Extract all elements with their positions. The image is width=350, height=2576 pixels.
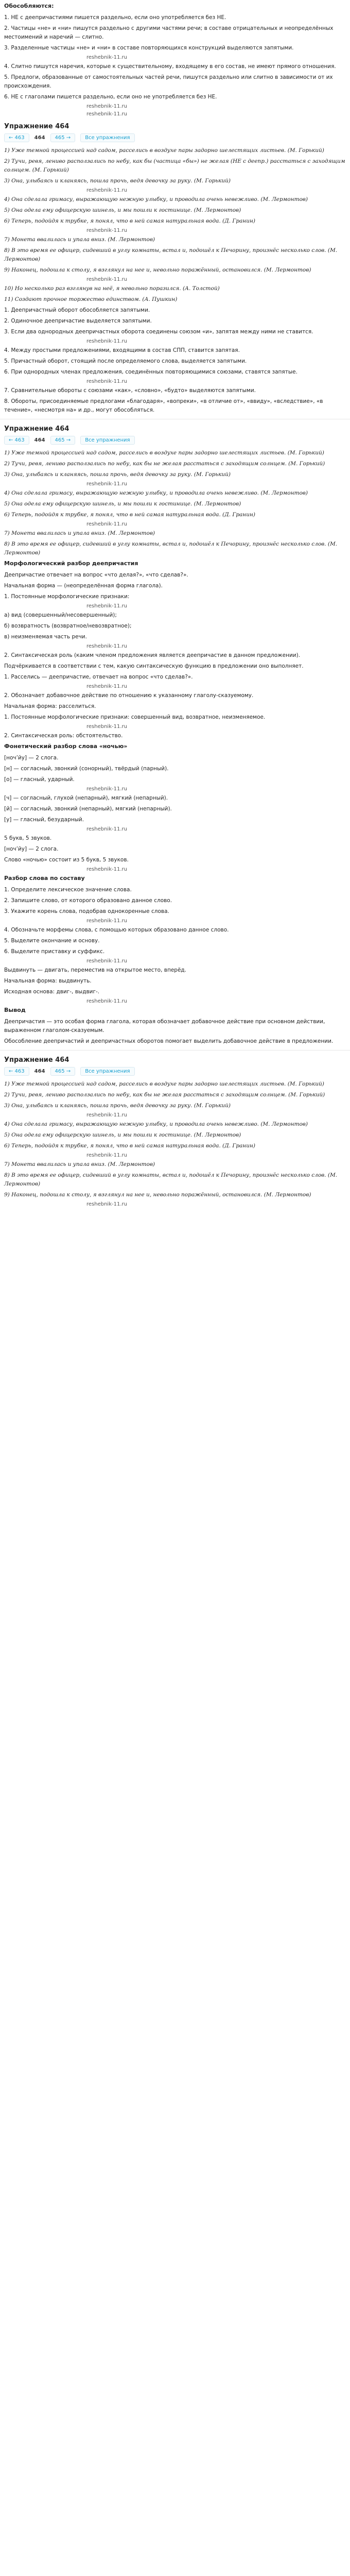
text-line: б) возвратность (возвратное/невозвратное); xyxy=(4,623,132,629)
watermark: reshebnik-11.ru xyxy=(86,603,127,609)
exercise-title-final: Упражнение 464 xyxy=(4,1056,69,1064)
text-line: 6. НЕ с глаголами пишется раздельно, если оно не употребляется без НЕ. xyxy=(4,94,217,100)
text-line: 1) Уже темной процессией над садом, расселись в воздухе пары задорно шелестящих листьев. (М. Горький) xyxy=(4,450,324,456)
text-line: 2. Синтаксическая роль: обстоятельство. xyxy=(4,733,123,739)
text-line: 4. Между простыми предложениями, входящими в состав СПП, ставится запятая. xyxy=(4,347,240,353)
watermark: reshebnik-11.ru xyxy=(86,958,127,964)
text-line: 6) Теперь, подойдя к трубке, я понял, что в ней самая натуральная вода. (Д. Гранин) xyxy=(4,1143,255,1149)
text-line: 9) Наконец, подошла к столу, я взглянул на нее и, невольно поражённый, остановился. (М. Лермонтов) xyxy=(4,1192,311,1198)
text-line: Начальная форма — (неопределённая форма глагола). xyxy=(4,583,163,589)
text-line: 9) Наконец, подошла к столу, я взглянул на нее и, невольно поражённый, остановился. (М. Лермонтов) xyxy=(4,267,311,273)
text-line: Деепричастие отвечает на вопрос «что делая?», «что сделав?». xyxy=(4,572,188,578)
watermark: reshebnik-11.ru xyxy=(86,277,127,282)
morph-section xyxy=(0,560,350,740)
next-button[interactable]: 465 → xyxy=(50,133,76,142)
text-line: Исходная основа: двиг-, выдвиг-. xyxy=(4,989,100,995)
all-exercises-link[interactable]: Все упражнения xyxy=(80,133,134,142)
analysis-section xyxy=(0,306,350,415)
watermark: reshebnik-11.ru xyxy=(86,521,127,527)
text-line: 7. Сравнительные обороты с союзами «как», «словно», «будто» выделяются запятыми. xyxy=(4,387,256,394)
prev-button[interactable]: ← 463 xyxy=(4,436,29,445)
text-line: 1. Постоянные морфологические признаки: xyxy=(4,594,130,600)
text-line: [у] — гласный, безударный. xyxy=(4,817,84,823)
watermark: reshebnik-11.ru xyxy=(86,786,127,792)
watermark: reshebnik-11.ru xyxy=(86,111,127,117)
rules-section xyxy=(0,2,350,117)
text-line: 1. Определите лексическое значение слова. xyxy=(4,887,132,893)
word-title: Разбор слова по составу xyxy=(4,875,85,882)
text-line: 1. Постоянные морфологические признаки: совершенный вид, возвратное, неизменяемое. xyxy=(4,714,266,720)
text-line: в) неизменяемая часть речи. xyxy=(4,634,87,640)
text-line: [ч] — согласный, глухой (непарный), мягкий (непарный). xyxy=(4,795,168,801)
text-line: Обособление деепричастий и деепричастных оборотов помогает выделить добавочное действие в предложении. xyxy=(4,1038,334,1044)
text-line: 2) Тучи, ревя, лениво расползались по небу, как бы не желая расстаться с заходящим солнцем. (М. Горький) xyxy=(4,1092,325,1098)
text-line: 6. При однородных членах предложения, соединённых повторяющимися союзами, ставятся запятые. xyxy=(4,369,297,375)
text-line: 1) Уже темной процессией над садом, расселись в воздухе пары задорно шелестящих листьев. (М. Горький) xyxy=(4,1081,324,1087)
text-line: 1) Уже темной процессией над садом, расселись в воздухе пары задорно шелестящих листьев. (М. Горький) xyxy=(4,147,324,154)
text-line: 5. Причастный оборот, стоящий после определяемого слова, выделяется запятыми. xyxy=(4,358,247,364)
text-line: 7) Монета ввалилась и упала вниз. (М. Лермонтов) xyxy=(4,236,155,243)
text-line: Начальная форма: расселиться. xyxy=(4,703,96,709)
text-line: 5) Она одела ему офицерскую шинель, и мы пошли к гостинице. (М. Лермонтов) xyxy=(4,207,241,213)
text-line: 1. Деепричастный оборот обособляется запятыми. xyxy=(4,307,150,313)
watermark: reshebnik-11.ru xyxy=(86,1153,127,1158)
text-line: 3. Если два однородных деепричастных оборота соединены союзом «и», запятая между ними не ставится. xyxy=(4,329,313,335)
text-line: 8. Обороты, присоединяемые предлогами «благодаря», «вопреки», «в отличие от», «ввиду», «вследствие», «в течение», «несмотря на» и др., могут обособляться. xyxy=(4,398,323,413)
all-exercises-link[interactable]: Все упражнения xyxy=(80,1067,134,1076)
rules-title: Обособляются: xyxy=(4,3,54,9)
conclusion-section xyxy=(0,1006,350,1046)
current-exercise: 464 xyxy=(34,1069,45,1074)
text-line: 11) Создают прочное торжество единством. (А. Пушкин) xyxy=(4,296,178,302)
text-line: 2. Обозначает добавочное действие по отношению к указанному глаголу-сказуемому. xyxy=(4,692,254,699)
watermark: reshebnik-11.ru xyxy=(86,1201,127,1207)
text-line: 6) Теперь, подойдя к трубке, я понял, что в ней самая натуральная вода. (Д. Гранин) xyxy=(4,512,255,518)
watermark: reshebnik-11.ru xyxy=(86,998,127,1004)
text-line: [о] — гласный, ударный. xyxy=(4,776,75,783)
watermark: reshebnik-11.ru xyxy=(86,1112,127,1118)
rules-lines xyxy=(4,13,346,109)
text-line: 2. Синтаксическая роль (каким членом предложения является деепричастие в данном предложении). xyxy=(4,652,301,658)
text-line: 4. Слитно пишутся наречия, которые к существительному, входящему в его состав, не имеют прямого отношения. xyxy=(4,63,336,70)
morph-title: Морфологический разбор деепричастия xyxy=(4,560,138,567)
word-section xyxy=(0,874,350,1004)
text-line: 6. Выделите приставку и суффикс. xyxy=(4,948,105,955)
text-line: [й] — согласный, звонкий (непарный), мягкий (непарный). xyxy=(4,806,172,812)
watermark: reshebnik-11.ru xyxy=(86,724,127,730)
text-line: 7) Монета ввалилась и упала вниз. (М. Лермонтов) xyxy=(4,530,155,536)
text-line: 10) Но несколько раз взглянув на неё, я невольно поразился. (А. Толстой) xyxy=(4,285,220,292)
watermark: reshebnik-11.ru xyxy=(86,55,127,60)
prev-button[interactable]: ← 463 xyxy=(4,1067,29,1076)
next-button[interactable]: 465 → xyxy=(50,1067,76,1076)
watermark: reshebnik-11.ru xyxy=(86,104,127,109)
text-line: 1. НЕ с деепричастиями пишется раздельно, если оно употребляется без НЕ. xyxy=(4,14,226,21)
text-line: 5. Выделите окончание и основу. xyxy=(4,938,100,944)
watermark: reshebnik-11.ru xyxy=(86,228,127,233)
text-line: 6) Теперь, подойдя к трубке, я понял, что в ней самая натуральная вода. (Д. Гранин) xyxy=(4,218,255,224)
text-line: а) вид (совершенный/несовершенный); xyxy=(4,612,117,618)
text-line: [н] — согласный, звонкий (сонорный), твёрдый (парный). xyxy=(4,766,169,772)
word-lines xyxy=(4,886,346,1004)
text-line: 5 букв, 5 звуков. xyxy=(4,835,52,841)
exercise-title: Упражнение 464 xyxy=(4,123,69,130)
text-line: 4) Она сделала гримасу, выражающую нежную улыбку, и проводила очень невежливо. (М. Лермонтов) xyxy=(4,1121,308,1127)
exercise-header xyxy=(0,122,350,142)
text-line: 3) Она, улыбаясь и кланяясь, пошла прочь, ведя девочку за руку. (М. Горький) xyxy=(4,178,231,184)
text-line: 4) Она сделала гримасу, выражающую нежную улыбку, и проводила очень невежливо. (М. Лермонтов) xyxy=(4,196,308,202)
text-line: [ночʼйу] — 2 слога. xyxy=(4,755,59,761)
repeat-section xyxy=(0,449,350,557)
text-line: 3. Разделенные частицы «не» и «ни» в составе повторяющихся конструкций выделяются запятыми. xyxy=(4,45,294,51)
exercise-title-repeat: Упражнение 464 xyxy=(4,425,69,433)
watermark: reshebnik-11.ru xyxy=(86,643,127,649)
text-line: Деепричастия — это особая форма глагола, которая обозначает добавочное действие при основном действии, выраженном глаголом-сказуемым. xyxy=(4,1019,325,1033)
prev-button[interactable]: ← 463 xyxy=(4,133,29,142)
watermark: reshebnik-11.ru xyxy=(86,867,127,872)
conclusion-title: Вывод xyxy=(4,1007,26,1013)
text-line: 2. Запишите слово, от которого образовано данное слово. xyxy=(4,897,172,904)
exercise-header-repeat xyxy=(0,425,350,445)
morph-lines xyxy=(4,571,346,740)
watermark: reshebnik-11.ru xyxy=(86,481,127,487)
exercise-nav xyxy=(4,133,346,142)
current-exercise: 464 xyxy=(34,135,45,141)
text-line: 3) Она, улыбаясь и кланяясь, пошла прочь, ведя девочку за руку. (М. Горький) xyxy=(4,1103,231,1109)
all-exercises-link[interactable]: Все упражнения xyxy=(80,436,134,445)
final-lines xyxy=(4,1080,346,1207)
text-line: 3) Она, улыбаясь и кланяясь, пошла прочь, ведя девочку за руку. (М. Горький) xyxy=(4,471,231,478)
text-line: 2) Тучи, ревя, лениво расползались по небу, как бы не желая расстаться с заходящим солнцем. (М. Горький) xyxy=(4,461,325,467)
repeat-lines xyxy=(4,449,346,557)
text-line: 2) Тучи, ревя, лениво расползались по небу, как бы (частица «бы») не желая (НЕ с деепр.) расстаться с заходящим солнцем. (М. Горький) xyxy=(4,158,345,173)
phonetic-title: Фонетический разбор слова «ночью» xyxy=(4,743,128,750)
exercise-nav-repeat xyxy=(4,436,346,445)
phonetic-lines xyxy=(4,754,346,872)
text-line: 1. Расселись — деепричастие, отвечает на вопрос «что сделав?». xyxy=(4,674,193,680)
text-line: 2. Одиночное деепричастие выделяется запятыми. xyxy=(4,318,152,324)
text-line: 5) Она одела ему офицерскую шинель, и мы пошли к гостинице. (М. Лермонтов) xyxy=(4,1132,241,1138)
exercise-nav-final xyxy=(4,1067,346,1076)
text-line: 8) В это время ее офицер, сидевший в углу комнаты, встал и, подошёл к Печорину, произнёс несколько слов. (М. Лермонтов) xyxy=(4,1172,338,1187)
text-line: 5) Она одела ему офицерскую шинель, и мы пошли к гостинице. (М. Лермонтов) xyxy=(4,501,241,507)
final-section xyxy=(0,1080,350,1207)
current-exercise: 464 xyxy=(34,437,45,443)
text-line: Начальная форма: выдвинуть. xyxy=(4,978,92,984)
text-line: 2. Частицы «не» и «ни» пишутся раздельно с другими частями речи; в составе отрицательных и неопределённых местоимений и наречий — слитно. xyxy=(4,25,334,40)
watermark: reshebnik-11.ru xyxy=(86,188,127,193)
exercise-header-final xyxy=(0,1056,350,1076)
phonetic-section xyxy=(0,742,350,872)
watermark: reshebnik-11.ru xyxy=(86,918,127,924)
text-line: Выдвинуть — двигать, переместив на открытое место, вперёд. xyxy=(4,967,187,973)
analysis-lines xyxy=(4,306,346,415)
exercise-section xyxy=(0,146,350,304)
text-line: 7) Монета ввалилась и упала вниз. (М. Лермонтов) xyxy=(4,1161,155,1167)
text-line: Слово «ночью» состоит из 5 букв, 5 звуков. xyxy=(4,857,129,863)
text-line: 3. Укажите корень слова, подобрав однокоренные слова. xyxy=(4,908,169,914)
watermark: reshebnik-11.ru xyxy=(86,826,127,832)
conclusion-lines xyxy=(4,1018,346,1046)
text-line: 5. Предлоги, образованные от самостоятельных частей речи, пишутся раздельно или слитно в зависимости от их происхождения. xyxy=(4,74,333,89)
text-line: Подчёркивается в соответствии с тем, какую синтаксическую функцию в предложении оно выполняет. xyxy=(4,663,304,669)
exercise-lines xyxy=(4,146,346,304)
text-line: [ночʼйу] — 2 слога. xyxy=(4,846,59,852)
text-line: 4) Она сделала гримасу, выражающую нежную улыбку, и проводила очень невежливо. (М. Лермонтов) xyxy=(4,490,308,496)
text-line: 4. Обозначьте морфемы слова, с помощью которых образовано данное слово. xyxy=(4,927,229,933)
next-button[interactable]: 465 → xyxy=(50,436,76,445)
watermark: reshebnik-11.ru xyxy=(86,684,127,689)
text-line: 8) В это время ее офицер, сидевший в углу комнаты, встал и, подошёл к Печорину, произнёс несколько слов. (М. Лермонтов) xyxy=(4,541,338,556)
text-line: 8) В это время ее офицер, сидевший в углу комнаты, встал и, подошёл к Печорину, произнёс несколько слов. (М. Лермонтов) xyxy=(4,247,338,262)
watermark: reshebnik-11.ru xyxy=(86,338,127,344)
watermark: reshebnik-11.ru xyxy=(86,379,127,384)
